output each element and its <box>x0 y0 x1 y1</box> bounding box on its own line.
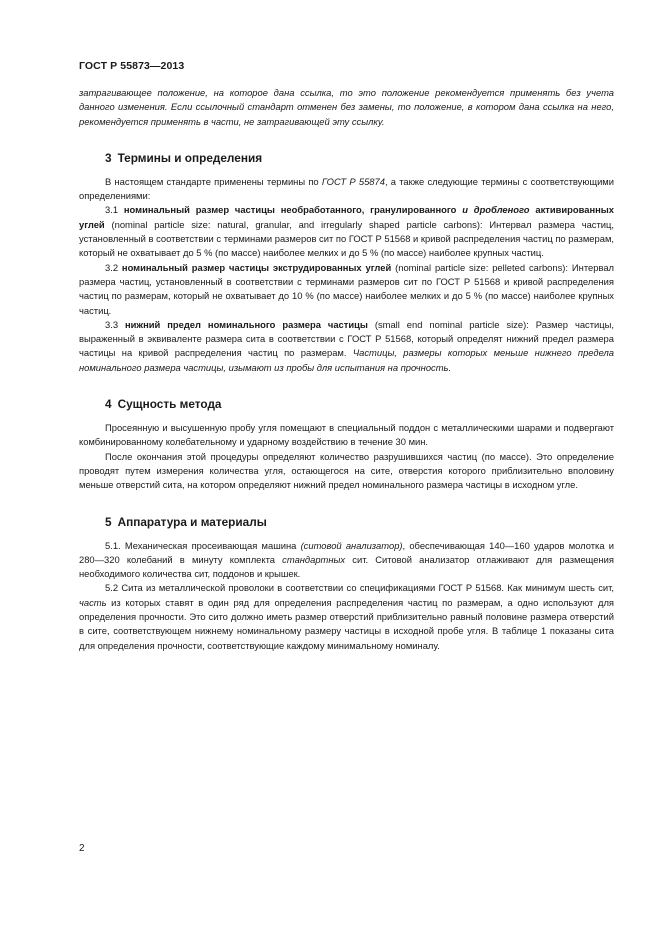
term-name: нижний предел номинального размера частицы <box>125 318 368 330</box>
item-text: , обеспечивающая 140—160 ударов молотка и 280—320 колебаний в минуту комплекта <box>79 539 614 565</box>
section-4-paragraph-2: После окончания этой процедуры определяют количество разрушившихся частиц (по массе). Это определение проводят путем измерения количества угля, остающегося на сите, отверстия которого приблизительно вполовину меньше отверстий сита, на котором определяют нижний предел номинального размера частицы в исходном угле. <box>79 450 614 491</box>
lead-text: В настоящем стандарте применены термины по <box>105 175 322 187</box>
lead-text-end: , а также следующие термины с соответствующими определениями: <box>79 175 614 202</box>
term-name-italic: и дробленого <box>462 204 530 216</box>
item-5-2 <box>79 581 614 652</box>
term-3-2 <box>79 261 614 318</box>
item-text: из которых ставят в один ряд для определения распределения частиц по размерам, а одно используют для определения прочности. Это сито должно иметь размер отверстий приблизительно равный половине размера отверстий в сите, соответствующем нижнему номинальному размеру частицы в исходной пробе угля. В таблице 1 показаны сита для определения прочности, соответствующие каждому минимальному номиналу. <box>79 596 614 651</box>
term-definition: (small end nominal particle size): Размер частицы, выраженный в эквиваленте размера сита в соответствии с ГОСТ Р 51568, который определят нижний предел размера частицы на кривой распределения частиц по размерам. <box>79 318 614 359</box>
section-5-heading <box>79 514 614 530</box>
section-3-lead <box>79 175 614 204</box>
item-text: 5.1. Механическая просеивающая машина <box>105 539 301 551</box>
term-3-3 <box>79 318 614 375</box>
item-text-italic: часть <box>79 596 107 608</box>
item-text: сит. Ситовой анализатор отлаживают для размещения необходимого количества сит, поддонов и крышек. <box>79 553 614 580</box>
intro-paragraph: затрагивающее положение, на которое дана ссылка, то это положение рекомендуется применять без учета данного изменения. Если ссылочный стандарт отменен без замены, то положение, в котором дана ссылка на него, рекомендуется применять в части, не затрагивающей эту ссылку. <box>79 87 614 127</box>
section-5-title: Аппаратура и материалы <box>117 514 267 529</box>
page-content <box>79 86 614 653</box>
term-name-end: активированных углей <box>79 204 614 230</box>
item-5-1 <box>79 539 614 582</box>
term-number: 3.3 <box>105 318 125 330</box>
term-number: 3.2 <box>105 261 122 273</box>
lead-reference: ГОСТ Р 55874 <box>321 175 385 187</box>
section-4-heading <box>79 396 614 412</box>
section-3-heading <box>79 150 614 166</box>
item-text-italic: стандартных <box>282 553 346 565</box>
term-definition: (nominal particle size: pelleted carbons): Интервал размера частиц, установленный в соответствии с терминами размеров сит по ГОСТ Р 51568 и кривой распределения частиц по размерам, который не охватывает до 10 % (по массе) наиболее мелких и до 5 % (по массе) наиболее крупных частиц. <box>79 261 615 316</box>
term-note: Частицы, размеры которых меньше нижнего предела номинального размера частицы, изымают из пробы для испытания на прочность. <box>79 347 614 373</box>
section-4-paragraph-1: Просеянную и высушенную пробу угля помещают в специальный поддон с металлическими шарами и подвергают комбинированному колебательному и ударному воздействию в течение 30 мин. <box>79 422 614 448</box>
term-name: номинальный размер частицы экструдированных углей <box>121 261 392 273</box>
document-header: ГОСТ Р 55873—2013 <box>79 60 185 72</box>
section-4-number: 4 <box>105 397 112 412</box>
page-number: 2 <box>79 843 85 854</box>
term-definition: (nominal particle size: natural, granular, and irregularly shaped particle carbons): Интервал размера частиц, установленный в соответствии с терминами размеров сит по ГОСТ Р 51568 и кривой распределения частиц по размерам, который не охватывает до 5 % (по массе) наиболее мелких и до 5 % (по массе) наиболее крупных частиц. <box>79 218 614 259</box>
term-name: номинальный размер частицы необработанного, гранулированного <box>123 204 463 216</box>
term-number: 3.1 <box>105 204 124 216</box>
item-text-italic: (ситовой анализатор) <box>300 539 403 551</box>
term-3-1 <box>79 203 614 260</box>
section-3-title: Термины и определения <box>117 150 263 165</box>
section-3-number: 3 <box>105 150 112 165</box>
section-4-title: Сущность метода <box>117 397 222 412</box>
item-text: 5.2 Сита из металлической проволоки в соответствии со спецификациями ГОСТ Р 51568. Как минимум шесть сит, <box>105 582 614 594</box>
section-5-number: 5 <box>105 514 112 529</box>
